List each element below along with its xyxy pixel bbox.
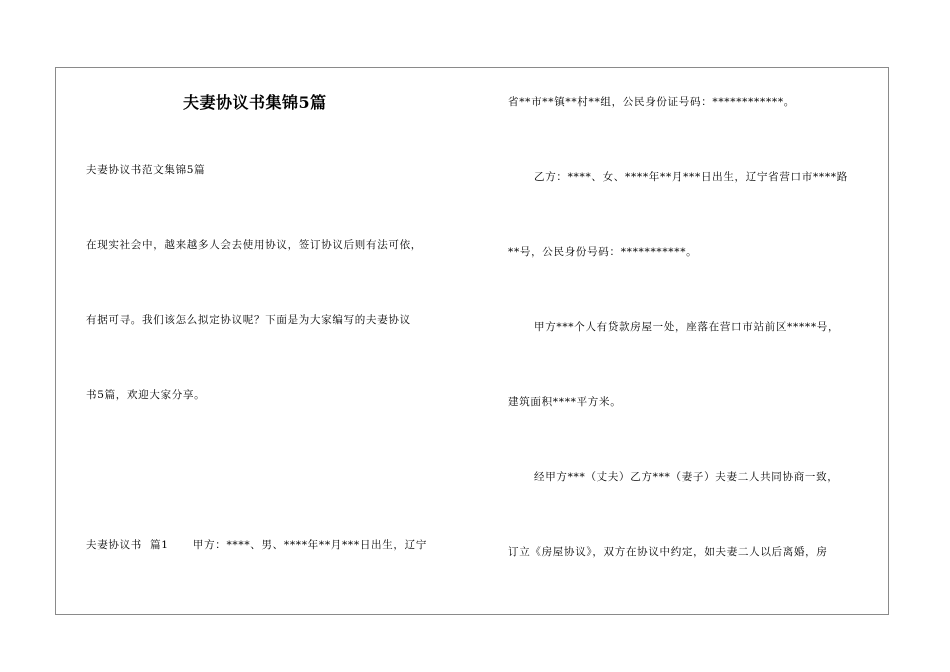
body-line: 甲方***个人有贷款房屋一处，座落在营口市站前区*****号， [534, 321, 840, 333]
document-title: 夫妻协议书集锦5篇 [183, 93, 327, 112]
body-line: 有据可寻。我们该怎么拟定协议呢？下面是为大家编写的夫妻协议 [86, 314, 411, 326]
body-line: 建筑面积****平方米。 [508, 396, 622, 408]
body-line: 省**市**镇**村**组，公民身份证号码：************。 [508, 96, 795, 108]
body-line: **号，公民身份号码：***********。 [508, 246, 698, 258]
body-line: 乙方：****、女、****年**月***日出生，辽宁省营口市****路 [534, 171, 848, 183]
page-border [55, 67, 889, 615]
body-line: 在现实社会中，越来越多人会去使用协议，签订协议后则有法可依， [86, 239, 422, 251]
body-line: 订立《房屋协议》，双方在协议中约定，如夫妻二人以后离婚，房 [508, 546, 828, 558]
body-line: 书5篇，欢迎大家分享。 [86, 389, 206, 401]
subtitle-line: 夫妻协议书范文集锦5篇 [86, 164, 206, 176]
body-line: 经甲方***（丈夫）乙方***（妻子）夫妻二人共同协商一致， [534, 471, 839, 483]
section-heading-line: 夫妻协议书 篇1 甲方：****、男、****年**月***日出生，辽宁 [86, 539, 428, 551]
